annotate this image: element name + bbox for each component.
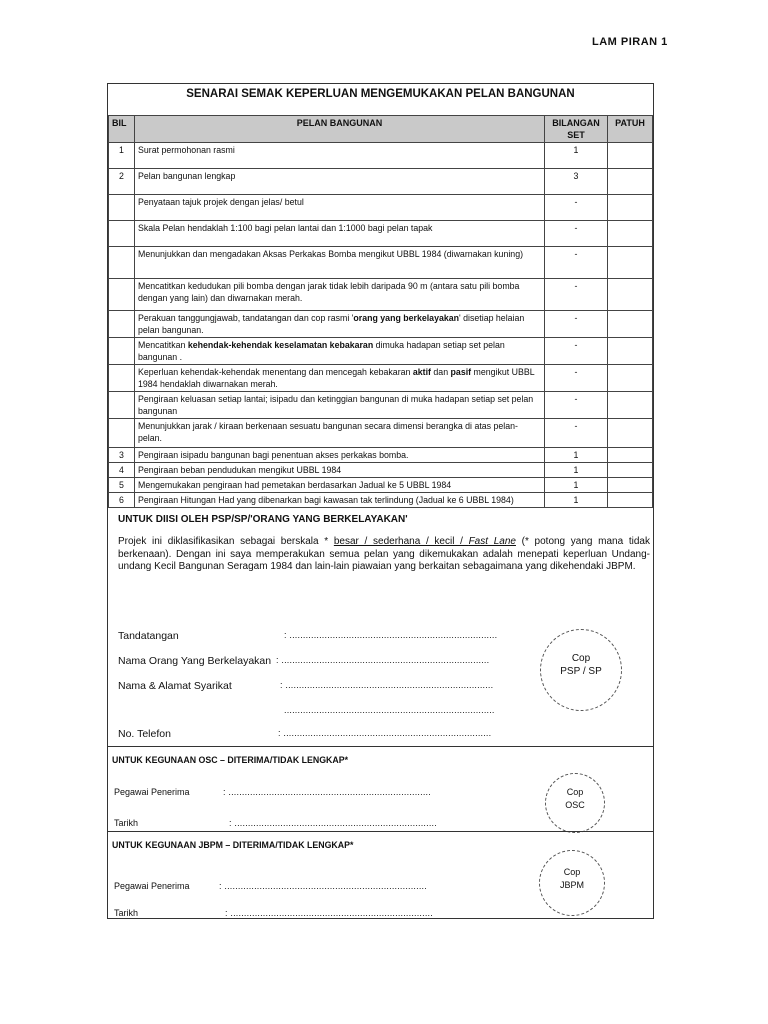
desc-text: dimuka hadapan setiap set pelan bangunan . xyxy=(138,340,505,362)
table-row xyxy=(109,169,653,195)
row-set: - xyxy=(545,311,608,338)
declaration-text: (* potong yang mana tidak berkenaan). Dengan ini saya memperakukan semua pelan yang dikemukakan adalah menepati keperluan Undang-undang Kecil Bangunan Seragam 1984 dan lain-lain piawaian yang berkaitan sebagaimana yang dikehendaki JBPM. xyxy=(118,536,650,573)
desc-bold: kehendak-kehendak keselamatan kebakaran xyxy=(187,340,374,350)
osc-heading: UNTUK KEGUNAAN OSC – DITERIMA/TIDAK LENGKAP* xyxy=(112,755,349,765)
osc-section xyxy=(108,746,653,832)
row-bil: 6 xyxy=(109,493,135,508)
patuh-cell[interactable] xyxy=(608,419,653,448)
row-bil xyxy=(109,195,135,221)
row-bil xyxy=(109,338,135,365)
desc-text: mengikut UBBL 1984 hendaklah diwarnakan merah. xyxy=(138,367,535,389)
row-set: - xyxy=(545,221,608,247)
desc-text: Mencatitkan xyxy=(138,340,188,350)
patuh-cell[interactable] xyxy=(608,478,653,493)
row-set: 1 xyxy=(545,448,608,463)
row-bil: 5 xyxy=(109,478,135,493)
table-row xyxy=(109,195,653,221)
desc-text: Keperluan kehendak-kehendak menentang dan mencegah kebakaran xyxy=(138,367,413,377)
osc-stamp xyxy=(545,773,605,833)
row-set: 1 xyxy=(545,493,608,508)
row-set: - xyxy=(545,247,608,279)
row-set: - xyxy=(545,195,608,221)
osc-tarikh-label: Tarikh xyxy=(114,818,139,828)
tandatangan-label: Tandatangan xyxy=(118,630,179,642)
jbpm-heading: UNTUK KEGUNAAN JBPM – DITERIMA/TIDAK LENGKAP* xyxy=(112,840,354,850)
fast-lane-option[interactable]: Fast Lane xyxy=(468,536,516,547)
row-bil: 2 xyxy=(109,169,135,195)
osc-tarikh-field[interactable]: : ........................................................................... xyxy=(229,818,437,828)
desc-bold: pasif xyxy=(450,367,472,377)
table-row xyxy=(109,221,653,247)
psp-section xyxy=(108,510,653,739)
desc-text: dan xyxy=(430,367,451,377)
alamat-label: Nama & Alamat Syarikat xyxy=(118,680,232,692)
row-bil xyxy=(109,221,135,247)
row-bil xyxy=(109,419,135,448)
lampiran-label: LAM PIRAN 1 xyxy=(592,36,668,48)
table-row xyxy=(109,365,653,392)
desc-bold: aktif xyxy=(412,367,431,377)
osc-pegawai-field[interactable]: : ........................................................................... xyxy=(223,787,431,797)
nama-label: Nama Orang Yang Berkelayakan xyxy=(118,655,272,667)
table-row xyxy=(109,311,653,338)
patuh-cell[interactable] xyxy=(608,195,653,221)
row-desc: Menunjukkan dan mengadakan Aksas Perkakas Bomba mengikut UBBL 1984 (diwarnakan kuning) xyxy=(135,247,545,279)
table-row xyxy=(109,247,653,279)
table-row xyxy=(109,279,653,311)
stamp-line2: OSC xyxy=(565,800,585,810)
table-row xyxy=(109,143,653,169)
row-set: - xyxy=(545,419,608,448)
row-desc: Menunjukkan jarak / kiraan berkenaan sesuatu bangunan secara dimensi berangka di atas pelan-pelan. xyxy=(135,419,545,448)
col-pelan: PELAN BANGUNAN xyxy=(135,116,545,143)
psp-declaration xyxy=(118,536,650,574)
scale-options[interactable]: besar / sederhana / kecil / xyxy=(333,536,469,547)
row-set: 1 xyxy=(545,478,608,493)
row-set: 3 xyxy=(545,169,608,195)
row-bil: 1 xyxy=(109,143,135,169)
row-desc: Pengiraan isipadu bangunan bagi penentuan akses perkakas bomba. xyxy=(135,448,545,463)
alamat-field[interactable]: : ............................................................................. xyxy=(280,680,494,690)
patuh-cell[interactable] xyxy=(608,311,653,338)
row-desc: Mencatitkan kedudukan pili bomba dengan jarak tidak lebih daripada 90 m (antara satu pili bomba dengan yang lain) dan diwarnakan merah. xyxy=(135,279,545,311)
row-desc: Pengiraan Hitungan Had yang dibenarkan bagi kawasan tak terlindung (Jadual ke 6 UBBL 1984) xyxy=(135,493,545,508)
row-set: - xyxy=(545,365,608,392)
form-title: SENARAI SEMAK KEPERLUAN MENGEMUKAKAN PELAN BANGUNAN xyxy=(186,88,575,100)
declaration-text: Projek ini diklasifikasikan sebagai berskala * xyxy=(118,536,334,547)
psp-stamp xyxy=(540,629,622,711)
row-desc: Pengiraan keluasan setiap lantai; isipadu dan ketinggian bangunan di muka hadapan setiap set pelan bangunan xyxy=(135,392,545,419)
tandatangan-field[interactable]: : ............................................................................. xyxy=(284,630,498,640)
patuh-cell[interactable] xyxy=(608,247,653,279)
patuh-cell[interactable] xyxy=(608,169,653,195)
row-set: 1 xyxy=(545,143,608,169)
table-row xyxy=(109,338,653,365)
osc-pegawai-label: Pegawai Penerima xyxy=(114,787,190,797)
row-desc: Mengemukakan pengiraan had pemetakan berdasarkan Jadual ke 5 UBBL 1984 xyxy=(135,478,545,493)
row-set: - xyxy=(545,338,608,365)
patuh-cell[interactable] xyxy=(608,463,653,478)
nama-field[interactable]: : ............................................................................. xyxy=(276,655,490,665)
row-desc: Skala Pelan hendaklah 1:100 bagi pelan lantai dan 1:1000 bagi pelan tapak xyxy=(135,221,545,247)
table-row xyxy=(109,493,653,508)
row-desc: Pelan bangunan lengkap xyxy=(135,169,545,195)
desc-text: ' disetiap helaian pelan bangunan. xyxy=(138,313,525,335)
telefon-field[interactable]: : ............................................................................. xyxy=(278,728,492,738)
stamp-line1: Cop xyxy=(571,653,591,664)
col-bil: BIL xyxy=(109,116,135,143)
jbpm-tarikh-field[interactable]: : ........................................................................... xyxy=(225,908,433,918)
stamp-line2: JBPM xyxy=(559,880,584,890)
patuh-cell[interactable] xyxy=(608,279,653,311)
stamp-line2: PSP / SP xyxy=(560,666,602,677)
desc-bold: orang yang berkelayakan xyxy=(353,313,460,323)
row-desc xyxy=(135,338,545,365)
table-row xyxy=(109,392,653,419)
row-desc: Pengiraan beban pendudukan mengikut UBBL 1984 xyxy=(135,463,545,478)
patuh-cell[interactable] xyxy=(608,338,653,365)
table-header-row xyxy=(109,116,653,143)
row-bil xyxy=(109,247,135,279)
telefon-label: No. Telefon xyxy=(118,728,171,740)
row-bil xyxy=(109,311,135,338)
table-row xyxy=(109,448,653,463)
col-set: BILANGAN SET xyxy=(545,116,608,143)
row-set: 1 xyxy=(545,463,608,478)
row-desc xyxy=(135,311,545,338)
jbpm-pegawai-label: Pegawai Penerima xyxy=(114,881,190,891)
row-bil xyxy=(109,365,135,392)
jbpm-section xyxy=(108,831,653,919)
patuh-cell[interactable] xyxy=(608,143,653,169)
row-bil xyxy=(109,392,135,419)
row-desc: Surat permohonan rasmi xyxy=(135,143,545,169)
patuh-cell[interactable] xyxy=(608,448,653,463)
checklist-form xyxy=(107,83,654,919)
jbpm-tarikh-label: Tarikh xyxy=(114,908,139,918)
table-row xyxy=(109,419,653,448)
row-desc xyxy=(135,365,545,392)
row-bil xyxy=(109,279,135,311)
stamp-line1: Cop xyxy=(566,787,584,797)
row-desc: Penyataan tajuk projek dengan jelas/ betul xyxy=(135,195,545,221)
col-patuh: PATUH xyxy=(608,116,653,143)
table-row xyxy=(109,463,653,478)
checklist-table xyxy=(108,115,653,508)
stamp-line1: Cop xyxy=(563,867,581,877)
row-set: - xyxy=(545,279,608,311)
jbpm-pegawai-field[interactable]: : ........................................................................... xyxy=(219,881,427,891)
row-bil: 3 xyxy=(109,448,135,463)
patuh-cell[interactable] xyxy=(608,392,653,419)
row-bil: 4 xyxy=(109,463,135,478)
desc-text: Perakuan tanggungjawab, tandatangan dan cop rasmi ' xyxy=(138,313,354,323)
psp-heading: UNTUK DIISI OLEH PSP/SP/'ORANG YANG BERKELAYAKAN' xyxy=(118,514,408,525)
patuh-cell[interactable] xyxy=(608,365,653,392)
alamat-field-line2[interactable]: .............................................................................. xyxy=(284,705,495,715)
row-set: - xyxy=(545,392,608,419)
jbpm-stamp xyxy=(539,850,605,916)
patuh-cell[interactable] xyxy=(608,221,653,247)
table-row xyxy=(109,478,653,493)
patuh-cell[interactable] xyxy=(608,493,653,508)
